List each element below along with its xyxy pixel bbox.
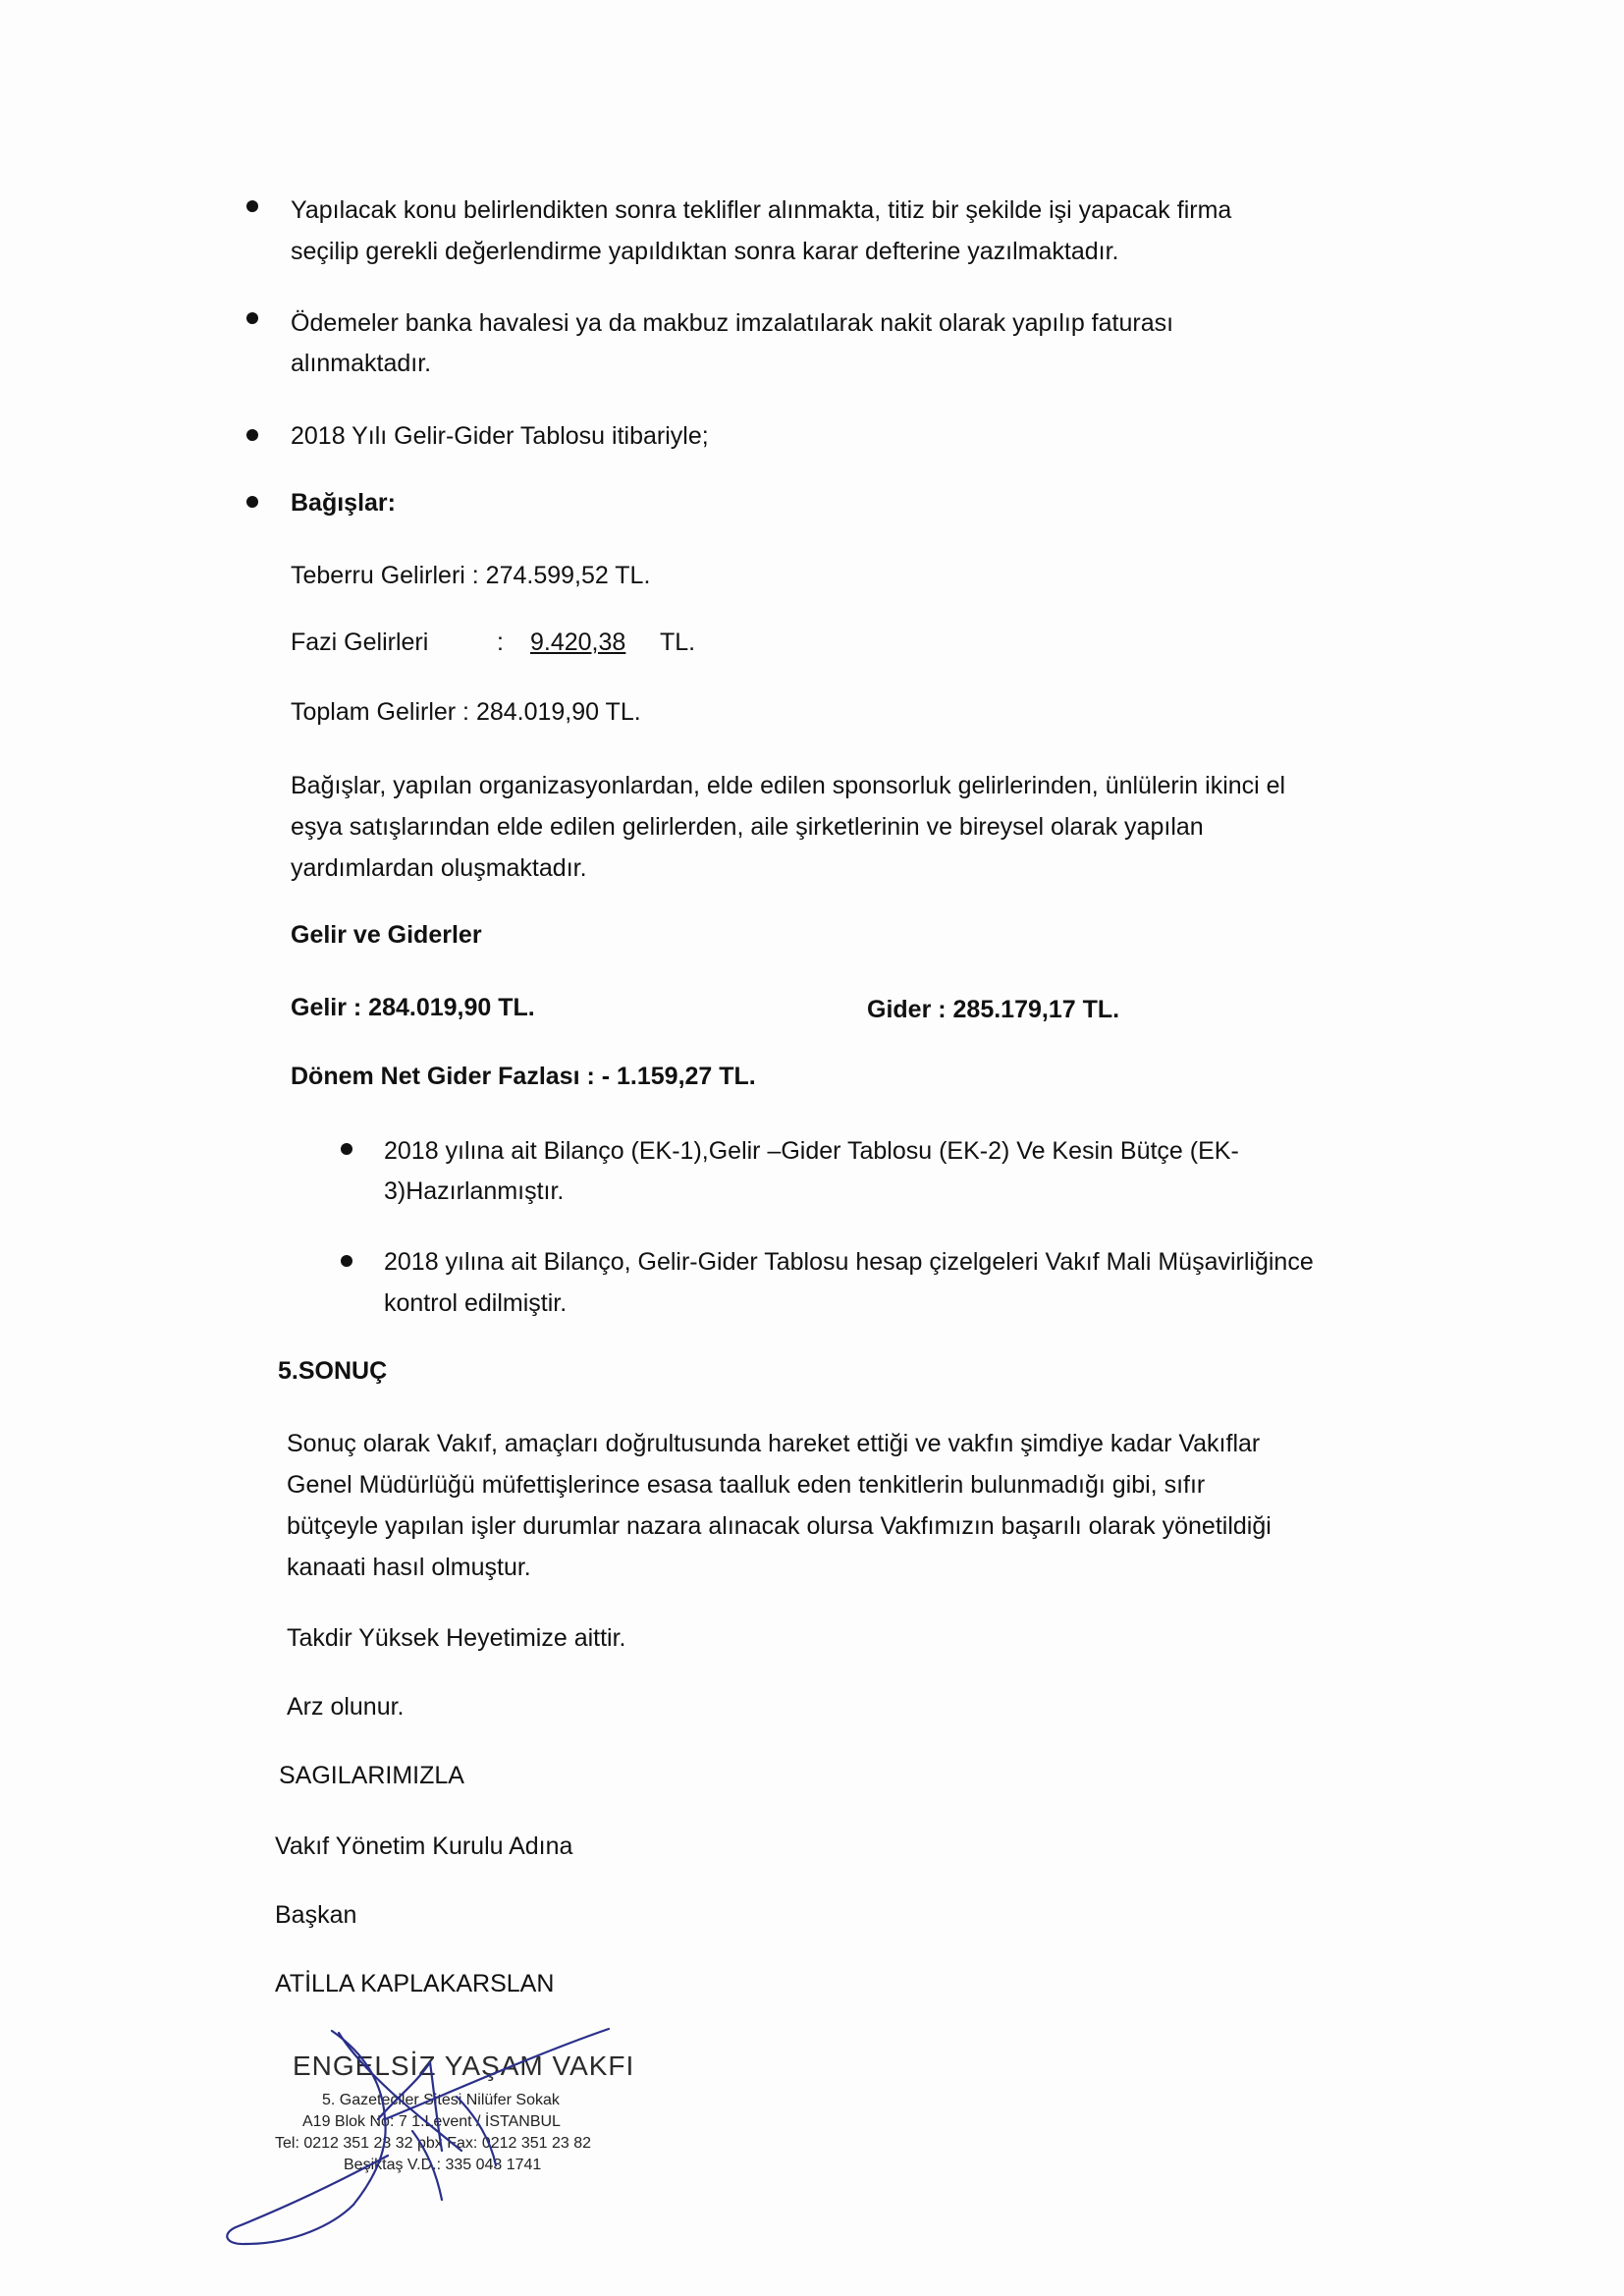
sub-bullet-2-line-1: 2018 yılına ait Bilanço, Gelir-Gider Tablosu hesap çizelgeleri Vakıf Mali Müşavirliğince [384, 1248, 1314, 1276]
bullet-1-line-2: seçilip gerekli değerlendirme yapıldıktan sonra karar defterine yazılmaktadır. [291, 238, 1119, 265]
regards-line: SAGILARIMIZLA [279, 1762, 464, 1789]
stamp-phone: Tel: 0212 351 23 32 pbx Fax: 0212 351 23 82 [275, 2135, 592, 2152]
bullet-dot-3 [246, 429, 258, 441]
sub-bullet-dot-2 [341, 1255, 352, 1267]
stamp-tax: Beşiktaş V.D.: 335 043 1741 [344, 2157, 542, 2173]
board-line: Vakıf Yönetim Kurulu Adına [275, 1832, 573, 1860]
conclusion-line-2: Genel Müdürlüğü müfettişlerince esasa taalluk eden tenkitlerin bulunmadığı gibi, sıfır [287, 1471, 1206, 1499]
sub-bullet-2-line-2: kontrol edilmiştir. [384, 1289, 568, 1317]
sub-bullet-dot-1 [341, 1143, 352, 1155]
bullet-dot-2 [246, 312, 258, 324]
income-expense-heading: Gelir ve Giderler [291, 921, 482, 949]
bullet-2-line-1: Ödemeler banka havalesi ya da makbuz imzalatılarak nakit olarak yapılıp faturası [291, 309, 1174, 337]
conclusion-line-4: kanaati hasıl olmuştur. [287, 1554, 531, 1581]
signer-title: Başkan [275, 1901, 357, 1929]
sub-bullet-1-line-1: 2018 yılına ait Bilanço (EK-1),Gelir –Gider Tablosu (EK-2) Ve Kesin Bütçe (EK- [384, 1137, 1239, 1165]
bullet-1-line-1: Yapılacak konu belirlendikten sonra teklifler alınmakta, titiz bir şekilde işi yapacak firma [291, 196, 1232, 224]
fazi-income-label: Fazi Gelirleri [291, 629, 429, 656]
handwritten-signature [216, 2003, 727, 2259]
takdir-line: Takdir Yüksek Heyetimize aittir. [287, 1624, 626, 1652]
stamp-org: ENGELSİZ YAŞAM VAKFI [293, 2050, 635, 2081]
income-total: Gelir : 284.019,90 TL. [291, 994, 535, 1021]
conclusion-line-3: bütçeyle yapılan işler durumlar nazara alınacak olursa Vakfımızın başarılı olarak yönetildiği [287, 1512, 1272, 1540]
bullet-2-line-2: alınmaktadır. [291, 350, 432, 377]
bullet-3: 2018 Yılı Gelir-Gider Tablosu itibariyle; [291, 422, 709, 450]
expense-total: Gider : 285.179,17 TL. [867, 996, 1120, 1023]
conclusion-line-1: Sonuç olarak Vakıf, amaçları doğrultusunda hareket ettiği ve vakfın şimdiye kadar Vakıflar [287, 1430, 1261, 1457]
signer-name: ATİLLA KAPLAKARSLAN [275, 1970, 555, 1997]
donations-desc-line-1: Bağışlar, yapılan organizasyonlardan, elde edilen sponsorluk gelirlerinden, ünlülerin ikinci el [291, 772, 1286, 799]
fazi-income-colon: : [497, 629, 504, 656]
donations-desc-line-2: eşya satışlarından elde edilen gelirlerden, aile şirketlerinin ve bireysel olarak yapılan [291, 813, 1204, 841]
fazi-income-value: 9.420,38 [530, 629, 626, 656]
stamp-address-1: 5. Gazeteciler Sitesi Nilüfer Sokak [322, 2092, 560, 2108]
arz-line: Arz olunur. [287, 1693, 405, 1721]
donations-desc-line-3: yardımlardan oluşmaktadır. [291, 854, 587, 882]
sub-bullet-1-line-2: 3)Hazırlanmıştır. [384, 1177, 565, 1205]
conclusion-heading: 5.SONUÇ [278, 1357, 388, 1385]
fazi-income-unit: TL. [660, 629, 696, 656]
total-income: Toplam Gelirler : 284.019,90 TL. [291, 698, 641, 726]
stamp-address-2: A19 Blok No: 7 1.Levent / İSTANBUL [302, 2113, 561, 2130]
bullet-dot-4 [246, 496, 258, 508]
net-expense-surplus: Dönem Net Gider Fazlası : - 1.159,27 TL. [291, 1063, 756, 1090]
teberru-income: Teberru Gelirleri : 274.599,52 TL. [291, 562, 651, 589]
bullet-dot-1 [246, 200, 258, 212]
donations-heading: Bağışlar: [291, 489, 396, 517]
